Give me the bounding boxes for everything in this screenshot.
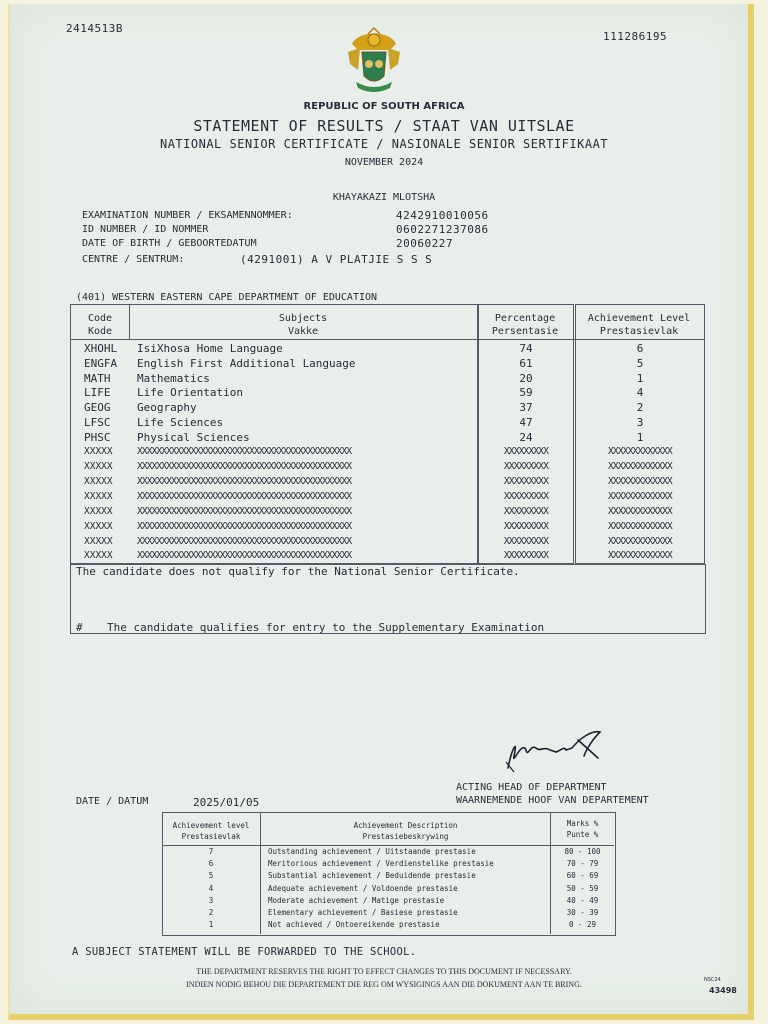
key-level: 2 [208, 908, 214, 917]
key-description: Adequate achievement / Voldoende prestasie [268, 884, 458, 893]
header-level-af: Prestasievlak [599, 326, 679, 337]
serial-right: 111286195 [603, 30, 668, 43]
key-description: Meritorious achievement / Verdienstelike prestasie [268, 859, 494, 868]
result-percentage: 24 [519, 431, 533, 444]
void-percentage: XXXXXXXXX [503, 491, 549, 502]
result-code: ENGFA [84, 357, 118, 370]
result-level: 1 [636, 372, 644, 385]
result-percentage: 37 [519, 401, 533, 414]
result-level: 4 [636, 386, 644, 399]
exam-number-label: EXAMINATION NUMBER / EKSAMENNOMMER: [82, 210, 293, 221]
void-percentage: XXXXXXXXX [503, 550, 549, 561]
void-subject: XXXXXXXXXXXXXXXXXXXXXXXXXXXXXXXXXXXXXXXXXXXX [137, 446, 352, 457]
date-label: DATE / DATUM [76, 796, 149, 807]
void-code: XXXXX [84, 536, 113, 547]
supplementary-mark: # [76, 621, 83, 634]
void-level: XXXXXXXXXXXXX [608, 536, 672, 547]
key-header-marks-af: Punte % [566, 830, 599, 839]
result-subject: Mathematics [137, 372, 210, 385]
result-code: LFSC [84, 416, 111, 429]
result-code: PHSC [84, 431, 111, 444]
key-level: 3 [208, 896, 214, 905]
void-subject: XXXXXXXXXXXXXXXXXXXXXXXXXXXXXXXXXXXXXXXXXXXX [137, 461, 352, 472]
key-marks: 70 - 79 [566, 859, 599, 868]
void-subject: XXXXXXXXXXXXXXXXXXXXXXXXXXXXXXXXXXXXXXXXXXXX [137, 476, 352, 487]
void-percentage: XXXXXXXXX [503, 461, 549, 472]
dob-value: 20060227 [396, 237, 453, 250]
date-value: 2025/01/05 [193, 796, 260, 809]
void-subject: XXXXXXXXXXXXXXXXXXXXXXXXXXXXXXXXXXXXXXXXXXXX [137, 491, 352, 502]
form-reference: NSC24 [704, 977, 721, 983]
form-number: 43498 [709, 986, 737, 995]
signature-icon [500, 728, 610, 776]
key-description: Elementary achievement / Basiese prestasie [268, 908, 458, 917]
result-percentage: 47 [519, 416, 533, 429]
void-code: XXXXX [84, 506, 113, 517]
result-subject: Life Orientation [137, 386, 243, 399]
result-subject: Physical Sciences [137, 431, 250, 444]
centre-value: (4291001) A V PLATJIE S S S [240, 253, 433, 266]
key-header-level-af: Prestasievlak [181, 832, 241, 841]
result-percentage: 61 [519, 357, 533, 370]
id-number-label: ID NUMBER / ID NOMMER [82, 224, 209, 235]
coat-of-arms-icon [344, 26, 404, 98]
header-percentage: Percentage [494, 313, 556, 324]
centre-label: CENTRE / SENTRUM: [82, 254, 185, 265]
void-level: XXXXXXXXXXXXX [608, 461, 672, 472]
void-percentage: XXXXXXXXX [503, 536, 549, 547]
result-level: 1 [636, 431, 644, 444]
result-subject: English First Additional Language [137, 357, 356, 370]
dob-label: DATE OF BIRTH / GEBOORTEDATUM [82, 238, 257, 249]
signatory-title-af: WAARNEMENDE HOOF VAN DEPARTEMENT [456, 795, 649, 806]
void-code: XXXXX [84, 491, 113, 502]
result-subject: Life Sciences [137, 416, 224, 429]
void-code: XXXXX [84, 461, 113, 472]
void-code: XXXXX [84, 446, 113, 457]
forward-note: A SUBJECT STATEMENT WILL BE FORWARDED TO THE SCHOOL. [72, 946, 417, 958]
header-code-af: Kode [87, 326, 113, 337]
key-header-level: Achievement level [172, 821, 250, 830]
result-level: 6 [636, 342, 644, 355]
header-subjects: Subjects [278, 313, 328, 324]
result-percentage: 59 [519, 386, 533, 399]
void-level: XXXXXXXXXXXXX [608, 550, 672, 561]
key-marks: 40 - 49 [566, 896, 599, 905]
key-marks: 0 - 29 [568, 920, 597, 929]
key-description: Not achieved / Ontoereikende prestasie [268, 920, 440, 929]
void-level: XXXXXXXXXXXXX [608, 521, 672, 532]
key-header-description: Achievement Description [353, 821, 458, 830]
void-level: XXXXXXXXXXXXX [608, 506, 672, 517]
result-level: 2 [636, 401, 644, 414]
result-level: 3 [636, 416, 644, 429]
reserve-statement-af: INDIEN NODIG BEHOU DIE DEPARTEMENT DIE REG OM WYSIGINGS AAN DIE DOKUMENT AAN TE BRING. [186, 980, 582, 989]
void-code: XXXXX [84, 476, 113, 487]
void-level: XXXXXXXXXXXXX [608, 476, 672, 487]
key-description: Moderate achievement / Matige prestasie [268, 896, 445, 905]
void-subject: XXXXXXXXXXXXXXXXXXXXXXXXXXXXXXXXXXXXXXXXXXXX [137, 506, 352, 517]
header-level: Achievement Level [587, 313, 691, 324]
header-divider [70, 339, 704, 340]
exam-number-value: 4242910010056 [396, 209, 489, 222]
department-name: (401) WESTERN EASTERN CAPE DEPARTMENT OF EDUCATION [76, 292, 378, 303]
outcome-statement: The candidate does not qualify for the National Senior Certificate. [76, 565, 520, 578]
result-percentage: 20 [519, 372, 533, 385]
key-marks: 80 - 100 [564, 847, 601, 856]
header-code: Code [87, 313, 113, 324]
key-description: Outstanding achievement / Uitstaande prestasie [268, 847, 476, 856]
signatory-title: ACTING HEAD OF DEPARTMENT [456, 782, 607, 793]
country-name: REPUBLIC OF SOUTH AFRICA [303, 101, 465, 112]
id-number-value: 0602271237086 [396, 223, 489, 236]
result-percentage: 74 [519, 342, 533, 355]
key-level: 4 [208, 884, 214, 893]
void-level: XXXXXXXXXXXXX [608, 491, 672, 502]
result-code: GEOG [84, 401, 111, 414]
exam-session: NOVEMBER 2024 [344, 157, 424, 168]
void-level: XXXXXXXXXXXXX [608, 446, 672, 457]
void-percentage: XXXXXXXXX [503, 476, 549, 487]
void-percentage: XXXXXXXXX [503, 506, 549, 517]
result-level: 5 [636, 357, 644, 370]
serial-left: 2414513B [66, 22, 123, 35]
supplementary-statement: The candidate qualifies for entry to the Supplementary Examination [107, 621, 545, 634]
void-subject: XXXXXXXXXXXXXXXXXXXXXXXXXXXXXXXXXXXXXXXXXXXX [137, 521, 352, 532]
header-percentage-af: Persentasie [491, 326, 559, 337]
key-level: 5 [208, 871, 214, 880]
key-level: 6 [208, 859, 214, 868]
result-code: LIFE [84, 386, 111, 399]
reserve-statement: THE DEPARTMENT RESERVES THE RIGHT TO EFFECT CHANGES TO THIS DOCUMENT IF NECESSARY. [196, 967, 572, 976]
result-subject: IsiXhosa Home Language [137, 342, 283, 355]
void-subject: XXXXXXXXXXXXXXXXXXXXXXXXXXXXXXXXXXXXXXXXXXXX [137, 536, 352, 547]
key-marks: 60 - 69 [566, 871, 599, 880]
document-title: STATEMENT OF RESULTS / STAAT VAN UITSLAE [193, 117, 575, 135]
key-marks: 50 - 59 [566, 884, 599, 893]
key-marks: 30 - 39 [566, 908, 599, 917]
result-code: XHOHL [84, 342, 118, 355]
void-percentage: XXXXXXXXX [503, 446, 549, 457]
void-code: XXXXX [84, 521, 113, 532]
candidate-name: KHAYAKAZI MLOTSHA [332, 192, 436, 203]
key-description: Substantial achievement / Beduidende prestasie [268, 871, 476, 880]
void-subject: XXXXXXXXXXXXXXXXXXXXXXXXXXXXXXXXXXXXXXXXXXXX [137, 550, 352, 561]
key-header-marks: Marks % [566, 819, 599, 828]
key-level: 1 [208, 920, 214, 929]
header-subjects-af: Vakke [287, 326, 319, 337]
result-code: MATH [84, 372, 111, 385]
result-subject: Geography [137, 401, 197, 414]
document-subtitle: NATIONAL SENIOR CERTIFICATE / NASIONALE SENIOR SERTIFIKAAT [159, 137, 609, 151]
void-code: XXXXX [84, 550, 113, 561]
key-header-description-af: Prestasiebeskrywing [362, 832, 449, 841]
void-percentage: XXXXXXXXX [503, 521, 549, 532]
key-level: 7 [208, 847, 214, 856]
